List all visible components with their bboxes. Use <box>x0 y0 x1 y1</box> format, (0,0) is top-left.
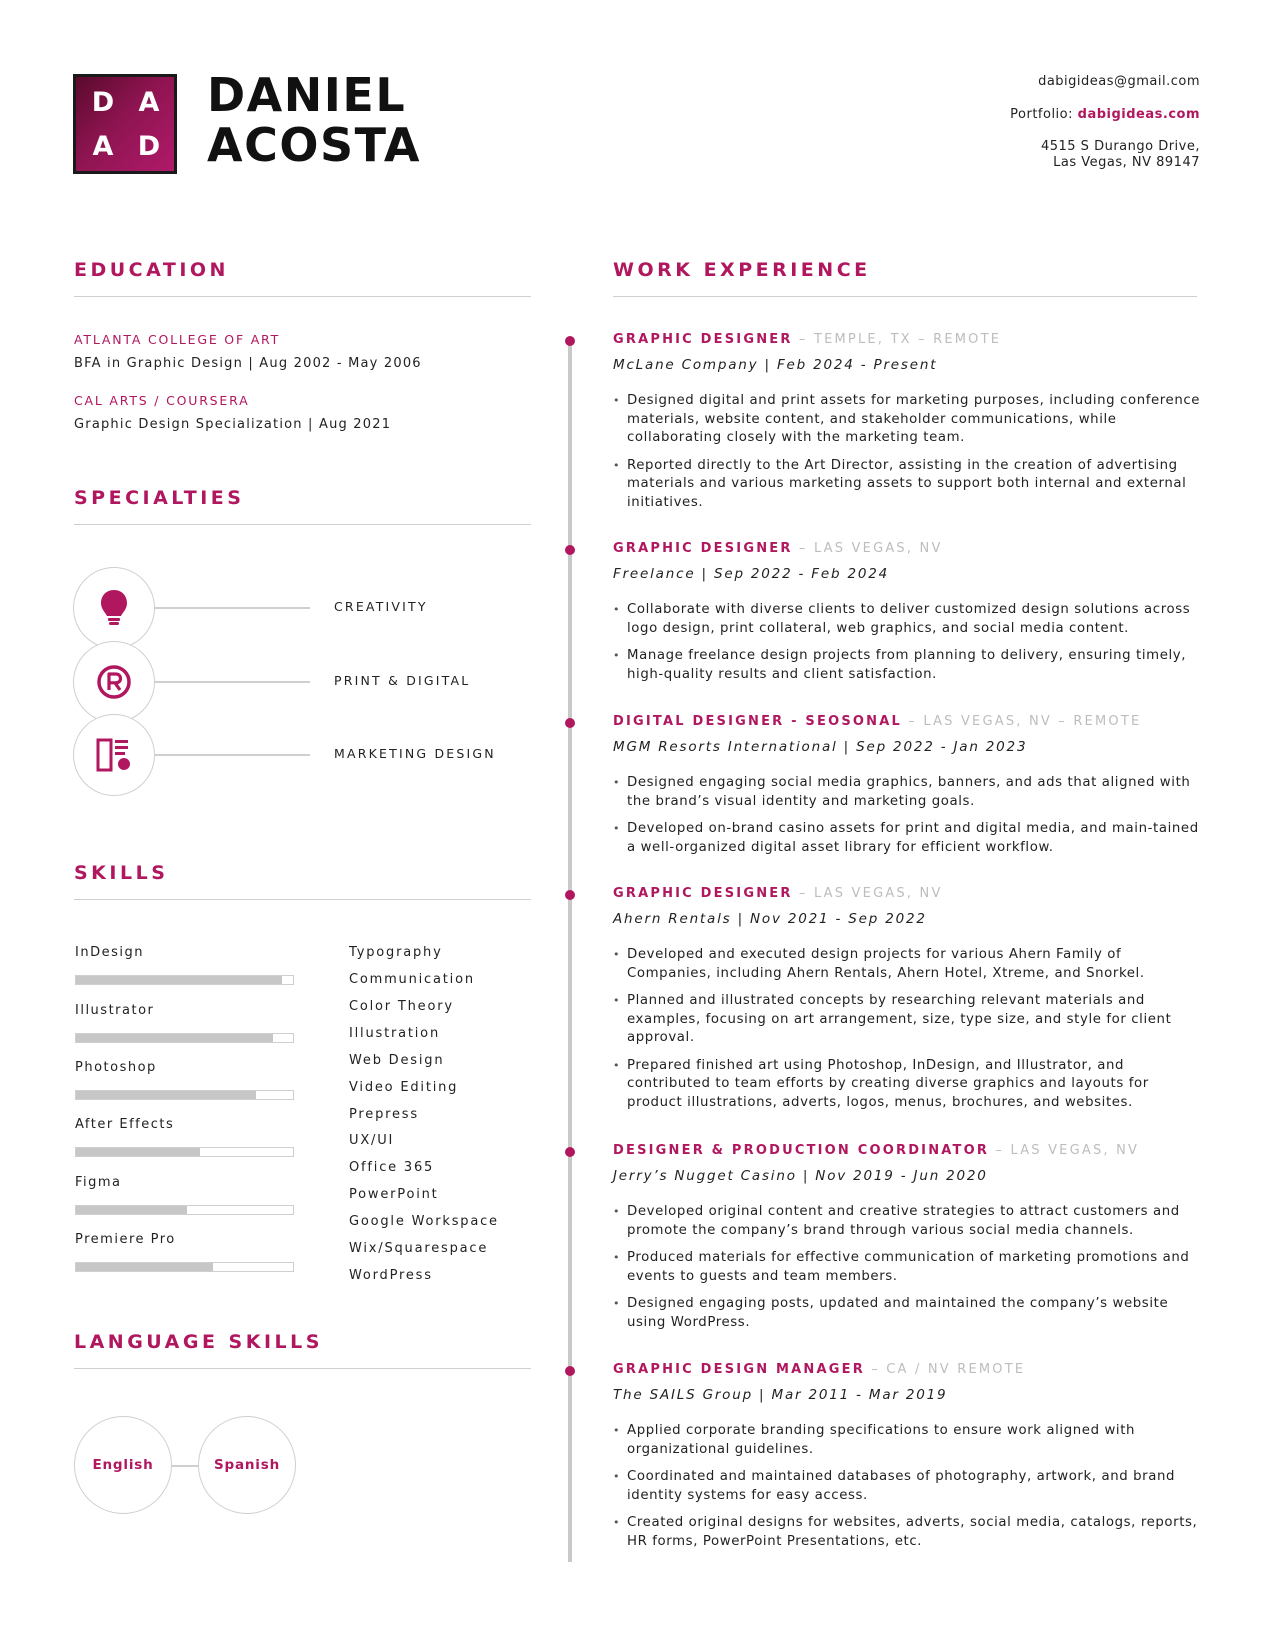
job-title: GRAPHIC DESIGNER <box>613 886 793 901</box>
skill-level-fill <box>76 976 282 984</box>
skills-title: SKILLS <box>74 862 169 884</box>
soft-skill: Office 365 <box>349 1160 435 1175</box>
skill-level-bar <box>75 1205 294 1215</box>
job-bullet: • Created original designs for websites, adverts, social media, catalogs, reports, HR forms, PowerPoint Presentations, etc. <box>613 1514 1203 1551</box>
timeline-line <box>568 342 572 1562</box>
layout-icon <box>96 738 132 772</box>
timeline-dot <box>565 545 575 555</box>
job-company: Jerry’s Nugget Casino | Nov 2019 - Jun 2020 <box>613 1168 988 1184</box>
job-heading <box>613 885 1203 903</box>
monogram-letter: A <box>138 87 160 118</box>
education-detail: BFA in Graphic Design | Aug 2002 - May 2006 <box>74 356 422 371</box>
address-line: 4515 S Durango Drive, <box>1040 139 1200 154</box>
soft-skill: Prepress <box>349 1107 419 1122</box>
skill-name: Photoshop <box>75 1060 157 1075</box>
language-badge: Spanish <box>198 1416 296 1514</box>
skill-level-bar <box>75 1033 294 1043</box>
skill-level-bar <box>75 1090 294 1100</box>
skill-level-bar <box>75 975 294 985</box>
job-location: – LAS VEGAS, NV – REMOTE <box>901 714 1142 729</box>
job-bullet: • Applied corporate branding specifications to ensure work aligned with organizational guidelines. <box>613 1422 1203 1459</box>
skill-name: Illustrator <box>75 1003 155 1018</box>
soft-skill: Color Theory <box>349 999 454 1014</box>
job-title: GRAPHIC DESIGN MANAGER <box>613 1362 865 1377</box>
skill-name: Premiere Pro <box>75 1232 176 1247</box>
skill-level-bar <box>75 1147 294 1157</box>
job-bullet: • Developed original content and creative strategies to attract customers and promote the company’s brand through various social media channels. <box>613 1203 1203 1240</box>
job-heading <box>613 540 1203 558</box>
monogram-letter: D <box>137 131 161 162</box>
specialty-connector <box>155 607 310 609</box>
job-title: GRAPHIC DESIGNER <box>613 541 793 556</box>
section-divider <box>74 296 531 297</box>
section-divider <box>74 524 531 525</box>
job-bullet: • Designed engaging social media graphics, banners, and ads that aligned with the brand’s visual identity and marketing goals. <box>613 774 1203 811</box>
job-bullets <box>613 392 1203 512</box>
address-line: Las Vegas, NV 89147 <box>1053 155 1200 170</box>
timeline-dot <box>565 1366 575 1376</box>
job-heading <box>613 1142 1203 1160</box>
soft-skill: UX/UI <box>349 1133 395 1148</box>
first-name: DANIEL <box>207 68 407 122</box>
timeline-dot <box>565 1147 575 1157</box>
skill-level-bar <box>75 1262 294 1272</box>
education-detail: Graphic Design Specialization | Aug 2021 <box>74 417 392 432</box>
job-bullet: • Developed on-brand casino assets for print and digital media, and main-tained a well-organized digital asset library for efficient workflow. <box>613 820 1203 857</box>
job-heading <box>613 331 1203 349</box>
skill-name: After Effects <box>75 1117 175 1132</box>
job-heading <box>613 713 1203 731</box>
education-title: EDUCATION <box>74 259 229 281</box>
job-company: Ahern Rentals | Nov 2021 - Sep 2022 <box>613 911 927 927</box>
job-location: – LAS VEGAS, NV <box>792 541 943 556</box>
skill-level-fill <box>76 1091 256 1099</box>
job-title: DESIGNER & PRODUCTION COORDINATOR <box>613 1143 990 1158</box>
job-bullet: • Manage freelance design projects from planning to delivery, ensuring timely, high-quality results and client satisfaction. <box>613 647 1203 684</box>
work-experience-title: WORK EXPERIENCE <box>613 259 871 281</box>
lightbulb-icon <box>99 588 129 628</box>
job-bullet: • Developed and executed design projects for various Ahern Family of Companies, including Ahern Rentals, Ahern Hotel, Xtreme, and Snorkel. <box>613 946 1203 983</box>
job-company: Freelance | Sep 2022 - Feb 2024 <box>613 566 889 582</box>
timeline-dot <box>565 890 575 900</box>
email-link[interactable]: dabigideas@gmail.com <box>1038 74 1200 89</box>
soft-skill: Communication <box>349 972 475 987</box>
contact-block <box>1010 74 1200 171</box>
soft-skill: Video Editing <box>349 1080 459 1095</box>
portfolio-line <box>1010 107 1200 123</box>
address <box>1010 139 1200 171</box>
specialty-label: CREATIVITY <box>334 599 428 614</box>
specialty-label: MARKETING DESIGN <box>334 746 496 761</box>
monogram-logo <box>73 74 177 174</box>
job-bullet: • Prepared finished art using Photoshop, InDesign, and Illustrator, and contributed to team efforts by creating diverse graphics and layouts for product illustrations, adverts, logos, menus, brochures, and websites. <box>613 1057 1203 1113</box>
job-entry <box>613 885 1203 1121</box>
specialties-title: SPECIALTIES <box>74 487 245 509</box>
specialty-badge <box>73 567 155 649</box>
section-divider <box>74 1368 531 1369</box>
skill-level-fill <box>76 1263 213 1271</box>
job-title: DIGITAL DESIGNER - SEOSONAL <box>613 714 902 729</box>
language-badge: English <box>74 1416 172 1514</box>
monogram-letter: D <box>91 87 115 118</box>
timeline-dot <box>565 336 575 346</box>
specialty-badge <box>73 641 155 723</box>
job-location: – LAS VEGAS, NV <box>989 1143 1140 1158</box>
timeline-dot <box>565 718 575 728</box>
soft-skill: WordPress <box>349 1268 433 1283</box>
section-divider <box>74 899 531 900</box>
candidate-name <box>207 70 421 170</box>
specialty-label: PRINT & DIGITAL <box>334 673 471 688</box>
soft-skill: Wix/Squarespace <box>349 1241 489 1256</box>
job-entry <box>613 1142 1203 1341</box>
portfolio-link[interactable]: dabigideas.com <box>1077 107 1200 122</box>
soft-skill: PowerPoint <box>349 1187 439 1202</box>
registered-icon <box>96 664 132 700</box>
portfolio-label: Portfolio: <box>1010 107 1073 122</box>
job-bullet: • Collaborate with diverse clients to deliver customized design solutions across logo design, print collateral, web graphics, and social media content. <box>613 601 1203 638</box>
education-school: CAL ARTS / COURSERA <box>74 393 250 408</box>
job-heading <box>613 1361 1203 1379</box>
soft-skill: Web Design <box>349 1053 445 1068</box>
job-bullet: • Designed engaging posts, updated and maintained the company’s website using WordPress. <box>613 1295 1203 1332</box>
job-bullets <box>613 1203 1203 1332</box>
skill-level-fill <box>76 1034 273 1042</box>
job-bullet: • Coordinated and maintained databases of photography, artwork, and brand identity systems for easy access. <box>613 1468 1203 1505</box>
soft-skill: Typography <box>349 945 443 960</box>
job-title: GRAPHIC DESIGNER <box>613 332 793 347</box>
soft-skill: Illustration <box>349 1026 440 1041</box>
job-bullet: • Produced materials for effective communication of marketing promotions and events to guests and team members. <box>613 1249 1203 1286</box>
specialty-connector <box>155 681 310 683</box>
skill-level-fill <box>76 1206 187 1214</box>
soft-skill: Google Workspace <box>349 1214 499 1229</box>
job-bullets <box>613 774 1203 857</box>
monogram-letter: A <box>92 131 114 162</box>
language-skills-title: LANGUAGE SKILLS <box>74 1331 323 1353</box>
job-entry <box>613 713 1203 866</box>
job-bullets <box>613 946 1203 1112</box>
language-connector <box>172 1465 201 1467</box>
job-bullet: • Designed digital and print assets for marketing purposes, including conference materials, website content, and stakeholder communications, while collaborating closely with the marketing team. <box>613 392 1203 448</box>
job-bullets <box>613 601 1203 684</box>
job-location: – LAS VEGAS, NV <box>792 886 943 901</box>
section-divider <box>613 296 1197 297</box>
job-company: The SAILS Group | Mar 2011 - Mar 2019 <box>613 1387 948 1403</box>
education-school: ATLANTA COLLEGE OF ART <box>74 332 281 347</box>
job-location: – TEMPLE, TX – REMOTE <box>792 332 1002 347</box>
job-company: McLane Company | Feb 2024 - Present <box>613 357 938 373</box>
job-entry <box>613 331 1203 521</box>
job-bullet: • Planned and illustrated concepts by researching relevant materials and examples, focusing on art arrangement, size, type size, and style for client approval. <box>613 992 1203 1048</box>
job-entry <box>613 1361 1203 1560</box>
skill-level-fill <box>76 1148 200 1156</box>
job-entry <box>613 540 1203 693</box>
last-name: ACOSTA <box>207 118 422 172</box>
skill-name: Figma <box>75 1175 122 1190</box>
specialty-badge <box>73 714 155 796</box>
skill-name: InDesign <box>75 945 144 960</box>
job-bullet: • Reported directly to the Art Director, assisting in the creation of advertising materials and various marketing assets to support both internal and external initiatives. <box>613 457 1203 513</box>
job-company: MGM Resorts International | Sep 2022 - Jan 2023 <box>613 739 1028 755</box>
job-location: – CA / NV REMOTE <box>864 1362 1026 1377</box>
job-bullets <box>613 1422 1203 1551</box>
specialty-connector <box>155 754 310 756</box>
